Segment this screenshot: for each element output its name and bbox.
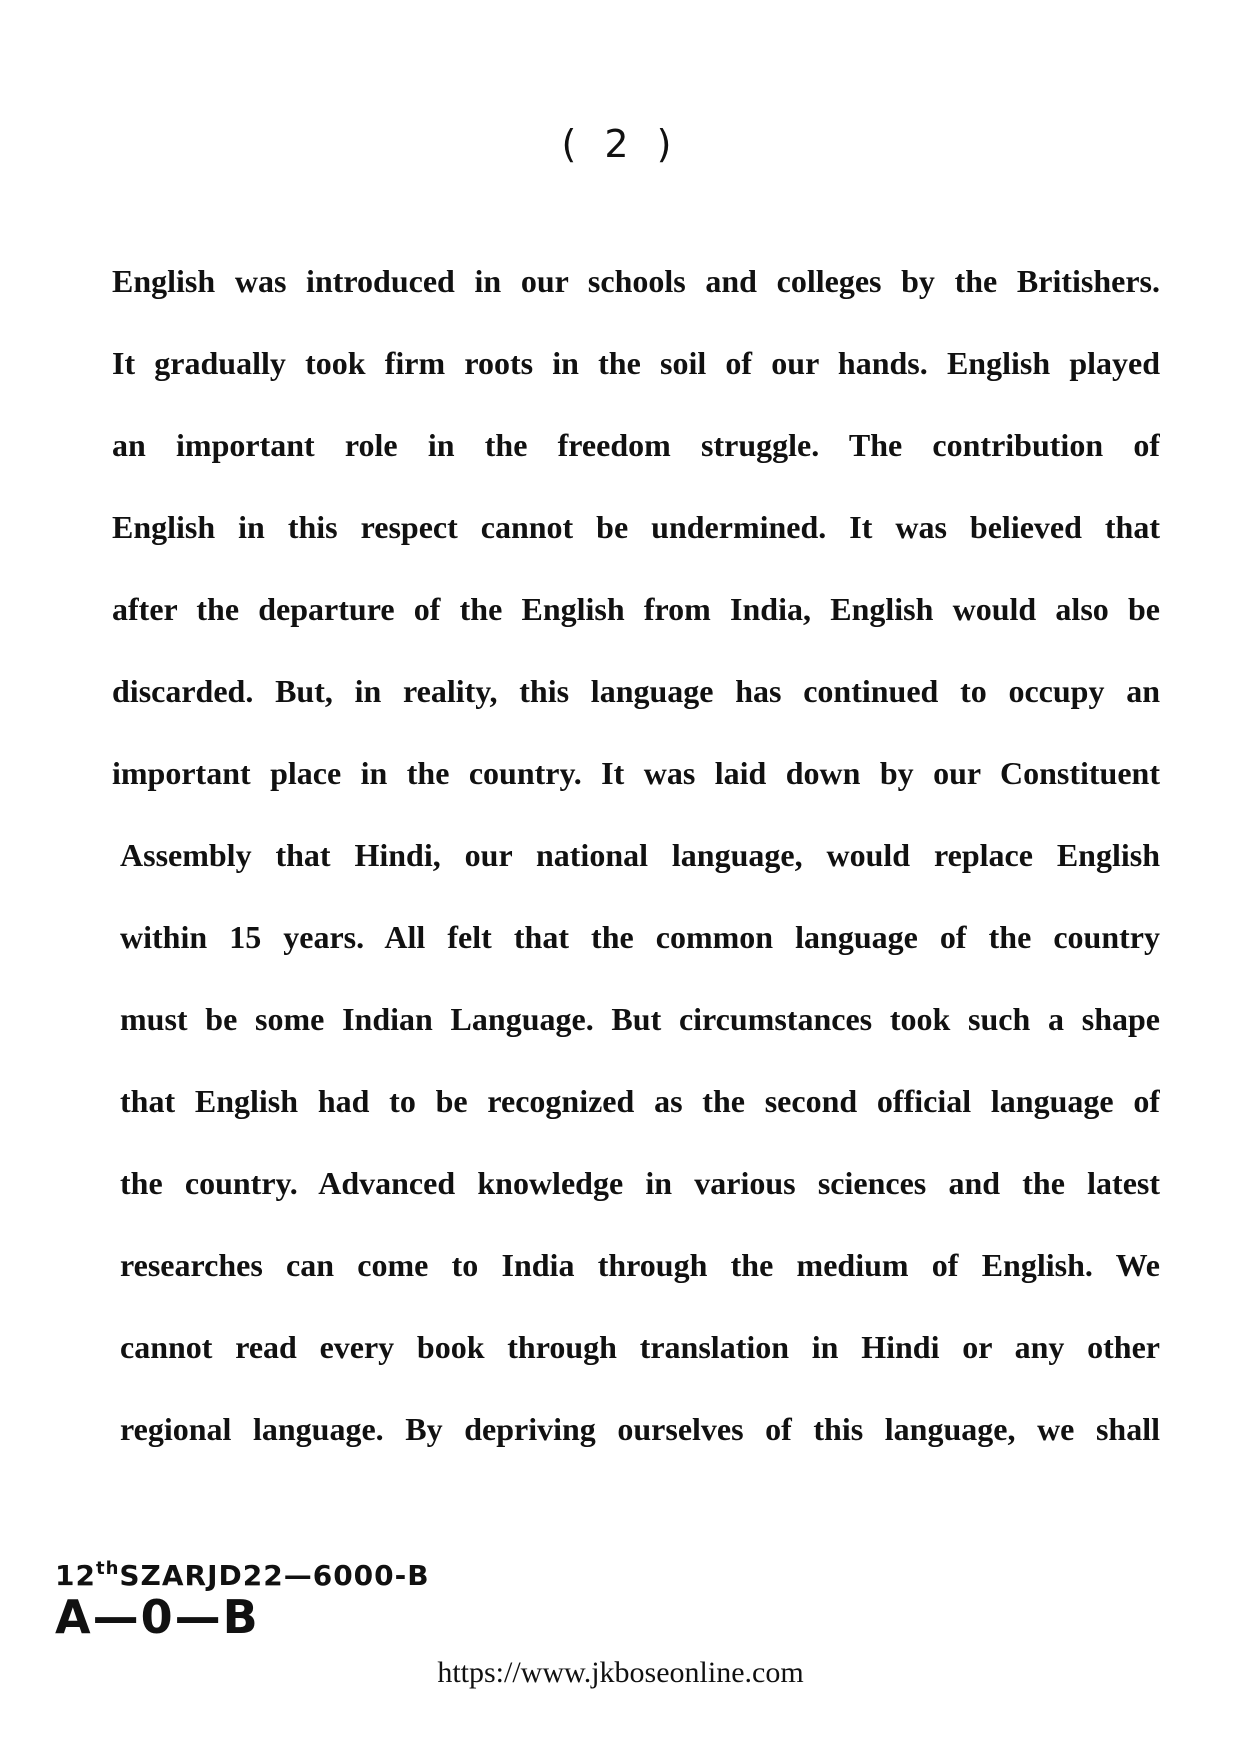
- passage-line: after the departure of the English from India, English would also be: [112, 591, 1160, 627]
- passage-line: important place in the country. It was laid down by our Constituent: [112, 755, 1160, 791]
- page-number: ( 2 ): [561, 122, 680, 166]
- paper-code-prefix: 12: [55, 1559, 96, 1592]
- passage-line: cannot read every book through translation in Hindi or any other: [120, 1329, 1160, 1365]
- paper-code-superscript: th: [95, 1558, 120, 1579]
- passage-line: English in this respect cannot be undermined. It was believed that: [112, 509, 1160, 545]
- paper-code-rest: SZARJD22—6000-B: [119, 1559, 430, 1592]
- source-url: https://www.jkboseonline.com: [437, 1656, 804, 1689]
- series-code: A—0—B: [55, 1590, 260, 1644]
- paper-code: [55, 1558, 430, 1592]
- passage-text: [112, 240, 1160, 1470]
- passage-line: discarded. But, in reality, this language has continued to occupy an: [112, 673, 1160, 709]
- passage-line: English was introduced in our schools and colleges by the Britishers.: [112, 263, 1160, 299]
- passage-line: must be some Indian Language. But circumstances took such a shape: [120, 1001, 1160, 1037]
- passage-line: regional language. By depriving ourselves of this language, we shall: [120, 1411, 1160, 1447]
- passage-line: Assembly that Hindi, our national language, would replace English: [120, 837, 1160, 873]
- passage-line: It gradually took firm roots in the soil of our hands. English played: [112, 345, 1160, 381]
- passage-line: researches can come to India through the medium of English. We: [120, 1247, 1160, 1283]
- passage-line: the country. Advanced knowledge in various sciences and the latest: [120, 1165, 1160, 1201]
- passage-line: an important role in the freedom struggle. The contribution of: [112, 427, 1160, 463]
- passage-line: that English had to be recognized as the second official language of: [120, 1083, 1160, 1119]
- passage-line: within 15 years. All felt that the common language of the country: [120, 919, 1160, 955]
